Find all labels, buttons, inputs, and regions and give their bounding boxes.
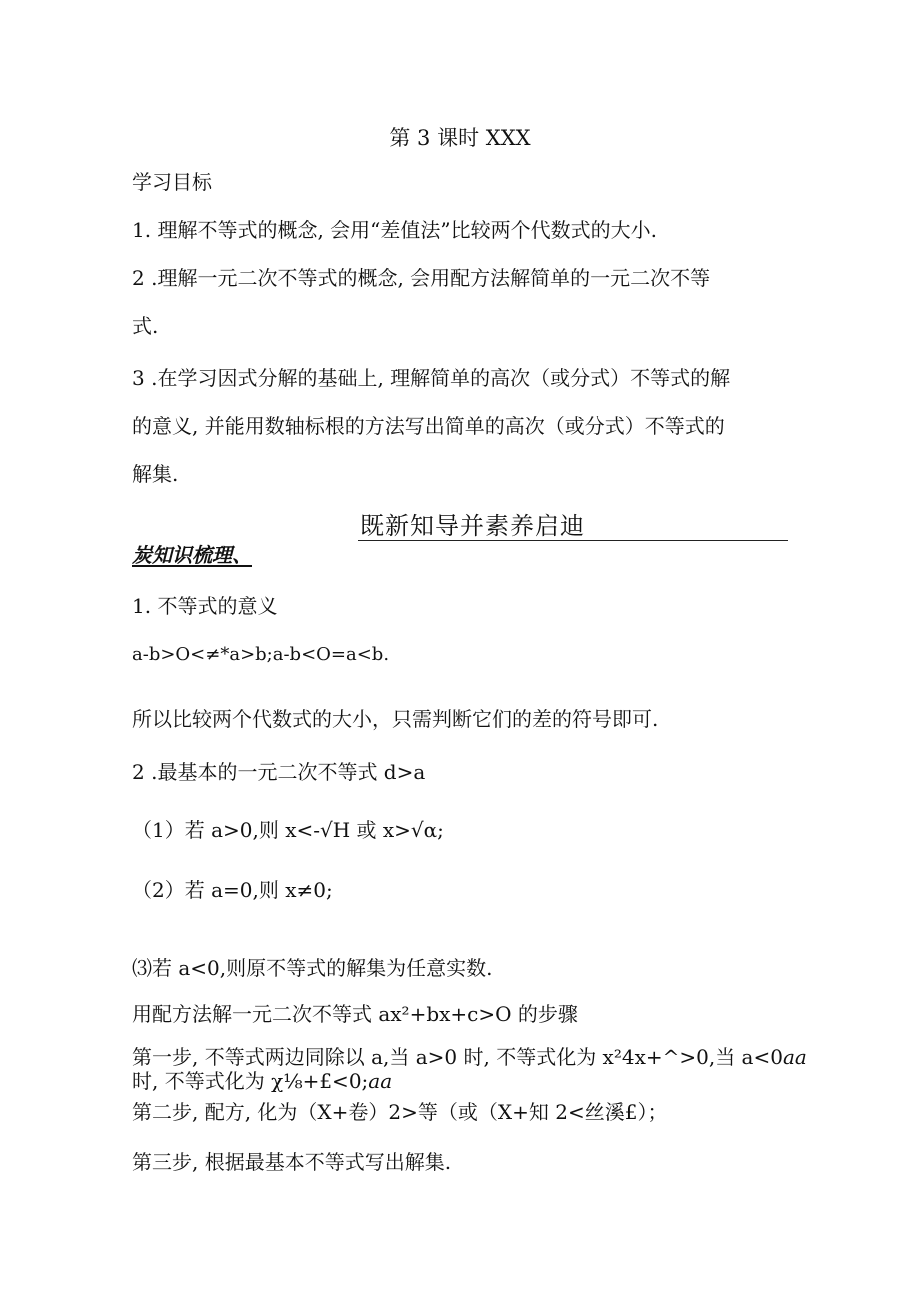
method-title: 用配方法解一元二次不等式 ax²+bx+c>O 的步骤: [132, 1002, 578, 1026]
step-2: 第二步, 配方, 化为（X+卷）2>等（或（X+知 2<丝溪£）；: [132, 1100, 668, 1124]
step-1-line-1-tail: aa: [782, 1045, 807, 1069]
step-1-line-2-tail: aa: [368, 1069, 393, 1093]
step-1-line-2-text: 时, 不等式化为 χ⅛+£<0;: [132, 1069, 369, 1093]
objective-item-2-line-2: 式.: [132, 314, 159, 338]
section-1-title: 1. 不等式的意义: [132, 594, 278, 618]
objective-item-3-line-1: 3 .在学习因式分解的基础上, 理解简单的高次（或分式）不等式的解: [132, 366, 731, 390]
section-2-title: 2 .最基本的一元二次不等式 d>a: [132, 760, 426, 784]
section-1-formula: a-b>O<≠*a>b;a-b<O=a<b.: [132, 644, 390, 665]
case-1: （1）若 a>0,则 x<-√H 或 x>√α;: [132, 818, 444, 842]
banner-rule: [358, 540, 788, 541]
case-3: ⑶若 a<0,则原不等式的解集为任意实数.: [132, 956, 493, 980]
knowledge-heading: 炭知识梳理、: [132, 543, 252, 567]
page-title: 第 3 课时 XXX: [389, 126, 531, 150]
objective-item-3-line-3: 解集.: [132, 462, 179, 486]
objective-item-1: 1. 理解不等式的概念, 会用“差值法”比较两个代数式的大小.: [132, 218, 657, 242]
step-3: 第三步, 根据最基本不等式写出解集.: [132, 1150, 452, 1174]
objective-item-3-line-2: 的意义, 并能用数轴标根的方法写出简单的高次（或分式）不等式的: [132, 414, 725, 438]
step-1-line-1: [132, 1045, 807, 1069]
case-2: （2）若 a=0,则 x≠0;: [132, 878, 333, 902]
step-1-line-2: [132, 1069, 392, 1093]
section-1-note: 所以比较两个代数式的大小，只需判断它们的差的符号即可.: [132, 707, 659, 731]
step-1-line-1-text: 第一步, 不等式两边同除以 a,当 a>0 时, 不等式化为 x²4x+^>0,当 a<0: [132, 1045, 783, 1069]
objectives-heading: 学习目标: [132, 170, 212, 194]
section-banner: 既新知导并素养启迪: [360, 512, 585, 540]
objective-item-2-line-1: 2 .理解一元二次不等式的概念, 会用配方法解简单的一元二次不等: [132, 266, 711, 290]
